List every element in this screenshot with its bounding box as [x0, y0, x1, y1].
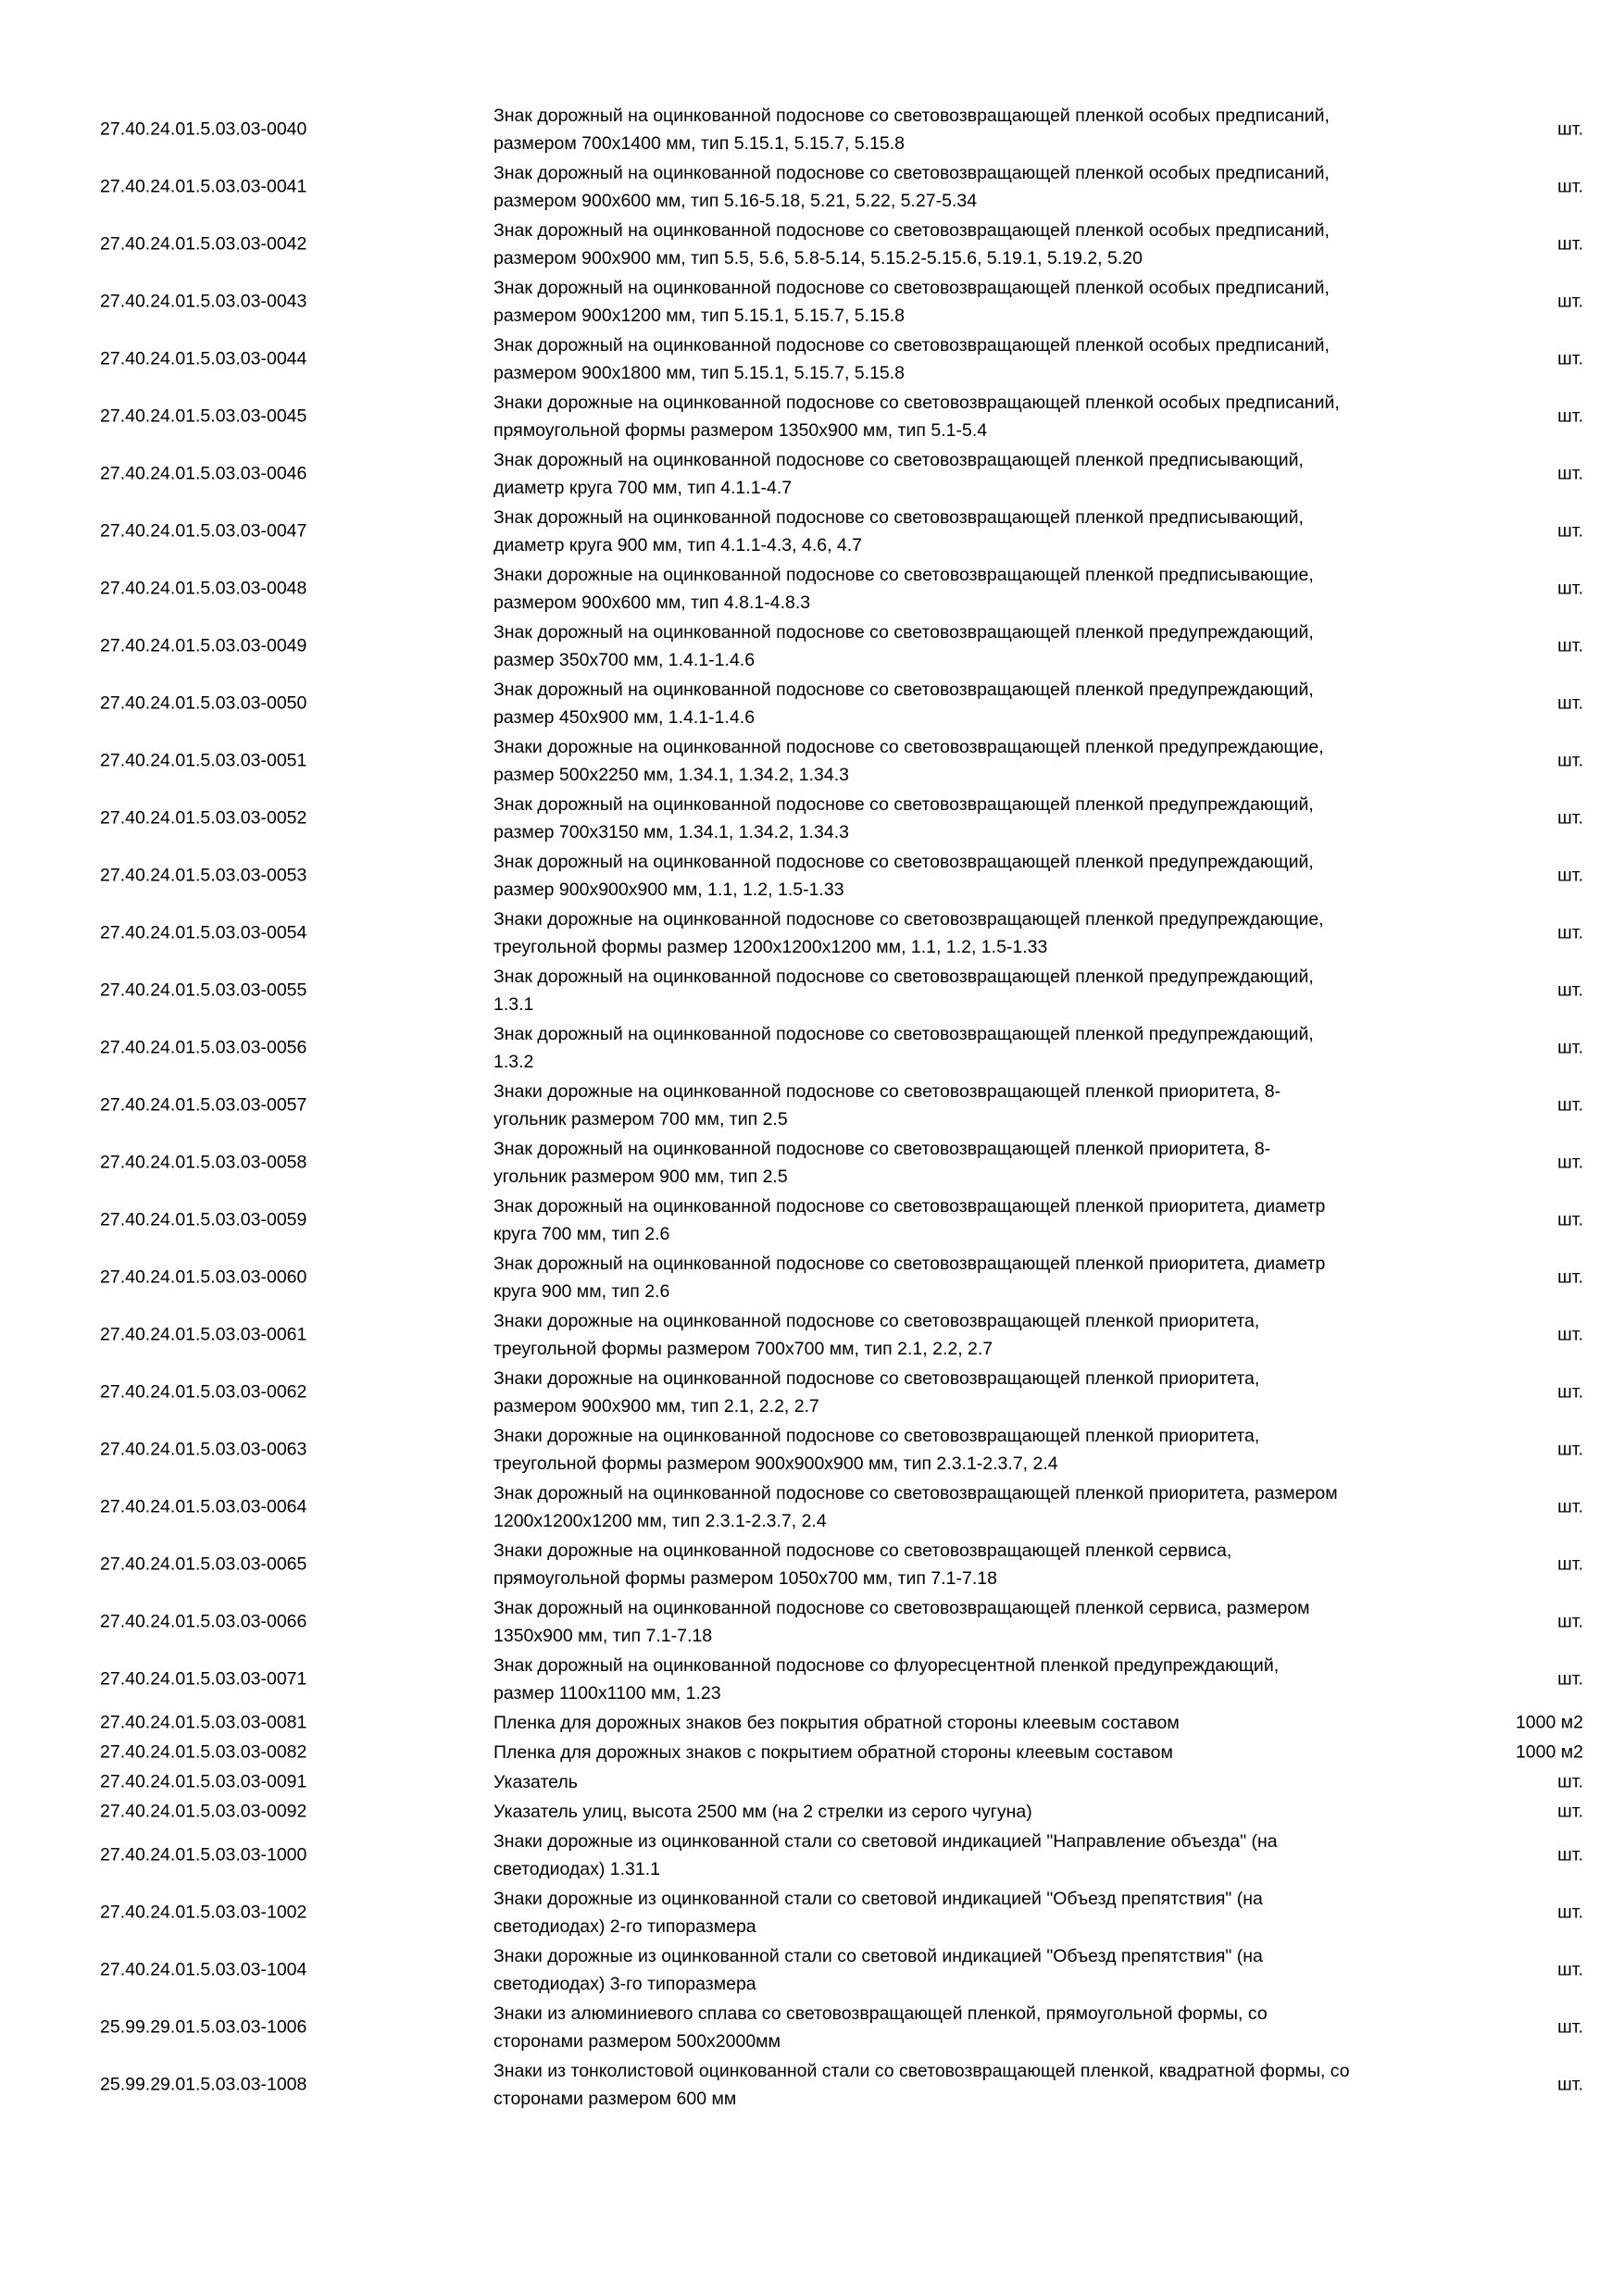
item-description	[493, 446, 1466, 502]
item-description	[493, 1479, 1466, 1535]
item-code: 27.40.24.01.5.03.03-0092	[100, 1801, 307, 1822]
item-description	[493, 1828, 1466, 1883]
description-line: 1200x1200x1200 мм, тип 2.3.1-2.3.7, 2.4	[493, 1511, 827, 1531]
item-code: 27.40.24.01.5.03.03-0071	[100, 1668, 307, 1690]
item-unit: шт.	[1557, 1668, 1583, 1690]
table-row	[0, 274, 1624, 330]
item-description	[493, 561, 1466, 617]
item-code: 27.40.24.01.5.03.03-0063	[100, 1439, 307, 1460]
table-row	[0, 2000, 1624, 2055]
description-line: размер 900x900x900 мм, 1.1, 1.2, 1.5-1.33	[493, 880, 844, 900]
item-unit: шт.	[1557, 1324, 1583, 1345]
item-unit: шт.	[1557, 2074, 1583, 2095]
item-description	[493, 2057, 1466, 2113]
description-line: Знаки дорожные на оцинкованной подоснове со световозвращающей пленкой приоритета,	[493, 1311, 1260, 1331]
item-unit: шт.	[1557, 1801, 1583, 1822]
description-line: Пленка для дорожных знаков с покрытием обратной стороны клеевым составом	[493, 1742, 1173, 1763]
description-line: Знак дорожный на оцинкованной подоснове со световозвращающей пленкой особых предписаний,	[493, 163, 1330, 183]
description-line: Знак дорожный на оцинкованной подоснове со световозвращающей пленкой особых предписаний,	[493, 220, 1330, 241]
description-line: размер 700x3150 мм, 1.34.1, 1.34.2, 1.34.3	[493, 822, 849, 842]
table-row	[0, 905, 1624, 961]
description-line: размером 900x1800 мм, тип 5.15.1, 5.15.7, 5.15.8	[493, 363, 906, 383]
description-line: размером 900x900 мм, тип 2.1, 2.2, 2.7	[493, 1396, 819, 1416]
item-description	[493, 1020, 1466, 1076]
item-description	[493, 274, 1466, 330]
description-line: Знак дорожный на оцинкованной подоснове со световозвращающей пленкой предписывающий,	[493, 507, 1304, 528]
table-row	[0, 1020, 1624, 1076]
item-unit: шт.	[1557, 1439, 1583, 1460]
description-line: размером 900x600 мм, тип 4.8.1-4.8.3	[493, 593, 811, 613]
description-line: Знак дорожный на оцинкованной подоснове со световозвращающей пленкой предупреждающий,	[493, 967, 1314, 987]
item-description	[493, 676, 1466, 731]
description-line: Знак дорожный на оцинкованной подоснове со световозвращающей пленкой особых предписаний,	[493, 106, 1330, 126]
item-description	[493, 1594, 1466, 1650]
description-line: угольник размером 900 мм, тип 2.5	[493, 1167, 788, 1187]
table-row	[0, 1135, 1624, 1191]
table-row	[0, 1422, 1624, 1478]
item-unit: шт.	[1557, 1902, 1583, 1923]
table-row	[0, 1192, 1624, 1248]
item-code: 27.40.24.01.5.03.03-0082	[100, 1741, 307, 1763]
item-code: 27.40.24.01.5.03.03-0058	[100, 1152, 307, 1173]
table-row	[0, 733, 1624, 789]
table-row	[0, 1078, 1624, 1133]
description-line: Знаки дорожные на оцинкованной подоснове со световозвращающей пленкой предписывающие,	[493, 565, 1314, 585]
item-description	[493, 1768, 1466, 1796]
item-description	[493, 1135, 1466, 1191]
description-line: размером 700x1400 мм, тип 5.15.1, 5.15.7, 5.15.8	[493, 133, 906, 154]
description-line: Знаки дорожные из оцинкованной стали со световой индикацией "Направление объезда" (на	[493, 1831, 1278, 1852]
description-line: Знак дорожный на оцинкованной подоснове со световозвращающей пленкой особых предписаний,	[493, 335, 1330, 356]
table-row	[0, 561, 1624, 617]
description-line: Знак дорожный на оцинкованной подоснове со световозвращающей пленкой предупреждающий,	[493, 1024, 1314, 1044]
item-unit: шт.	[1557, 865, 1583, 886]
description-line: размер 450x900 мм, 1.4.1-1.4.6	[493, 707, 756, 728]
item-unit: шт.	[1557, 520, 1583, 542]
item-description	[493, 1652, 1466, 1707]
description-line: треугольной формы размер 1200x1200x1200 мм, 1.1, 1.2, 1.5-1.33	[493, 937, 1048, 957]
item-unit: шт.	[1557, 233, 1583, 255]
table-row	[0, 1768, 1624, 1796]
description-line: Знак дорожный на оцинкованной подоснове со световозвращающей пленкой предписывающий,	[493, 450, 1304, 470]
item-code: 27.40.24.01.5.03.03-0065	[100, 1554, 307, 1575]
table-row	[0, 676, 1624, 731]
table-row	[0, 1885, 1624, 1940]
description-line: Знаки дорожные на оцинкованной подоснове со световозвращающей пленкой приоритета,	[493, 1426, 1260, 1446]
table-row	[0, 1798, 1624, 1826]
description-line: Знаки дорожные на оцинкованной подоснове со световозвращающей пленкой сервиса,	[493, 1541, 1232, 1561]
item-code: 27.40.24.01.5.03.03-0057	[100, 1094, 307, 1116]
item-unit: шт.	[1557, 578, 1583, 599]
description-line: сторонами размером 600 мм	[493, 2089, 737, 2109]
description-line: 1.3.2	[493, 1052, 534, 1072]
item-code: 27.40.24.01.5.03.03-1002	[100, 1902, 307, 1923]
table-row	[0, 963, 1624, 1018]
description-line: Знак дорожный на оцинкованной подоснове со световозвращающей пленкой приоритета, диаметр	[493, 1196, 1326, 1217]
item-code: 27.40.24.01.5.03.03-0044	[100, 348, 307, 369]
description-line: прямоугольной формы размером 1050x700 мм, тип 7.1-7.18	[493, 1568, 997, 1589]
item-description	[493, 1250, 1466, 1305]
item-code: 27.40.24.01.5.03.03-0056	[100, 1037, 307, 1058]
table-row	[0, 848, 1624, 904]
item-unit: 1000 м2	[1515, 1741, 1583, 1763]
item-code: 27.40.24.01.5.03.03-0049	[100, 635, 307, 656]
description-line: Знак дорожный на оцинкованной подоснове со световозвращающей пленкой сервиса, размером	[493, 1598, 1310, 1618]
table-row	[0, 102, 1624, 157]
item-unit: шт.	[1557, 635, 1583, 656]
item-description	[493, 1885, 1466, 1940]
description-line: Знаки дорожные на оцинкованной подоснове со световозвращающей пленкой приоритета, 8-	[493, 1081, 1281, 1102]
table-row	[0, 618, 1624, 674]
description-line: Знак дорожный на оцинкованной подоснове со световозвращающей пленкой приоритета, 8-	[493, 1139, 1271, 1159]
table-row	[0, 791, 1624, 846]
description-line: Знаки дорожные на оцинкованной подоснове со световозвращающей пленкой особых предписаний,	[493, 393, 1340, 413]
item-unit: шт.	[1557, 1554, 1583, 1575]
description-line: размер 350x700 мм, 1.4.1-1.4.6	[493, 650, 756, 670]
table-row	[0, 1828, 1624, 1883]
description-line: диаметр круга 900 мм, тип 4.1.1-4.3, 4.6, 4.7	[493, 535, 863, 555]
description-line: диаметр круга 700 мм, тип 4.1.1-4.7	[493, 478, 793, 498]
table-row	[0, 2057, 1624, 2113]
table-row	[0, 159, 1624, 215]
table-row	[0, 1652, 1624, 1707]
description-line: 1.3.1	[493, 994, 534, 1015]
item-description	[493, 791, 1466, 846]
item-description	[493, 1365, 1466, 1420]
item-description	[493, 504, 1466, 559]
item-description	[493, 1798, 1466, 1826]
description-line: светодиодах) 1.31.1	[493, 1859, 661, 1879]
description-line: размер 500x2250 мм, 1.34.1, 1.34.2, 1.34.3	[493, 765, 849, 785]
description-line: светодиодах) 3-го типоразмера	[493, 1974, 756, 1994]
description-line: Знак дорожный на оцинкованной подоснове со световозвращающей пленкой приоритета, диаметр	[493, 1254, 1326, 1274]
item-unit: шт.	[1557, 176, 1583, 197]
item-description	[493, 1537, 1466, 1592]
description-line: треугольной формы размером 900x900x900 мм, тип 2.3.1-2.3.7, 2.4	[493, 1454, 1058, 1474]
item-code: 27.40.24.01.5.03.03-0062	[100, 1381, 307, 1403]
item-unit: шт.	[1557, 807, 1583, 829]
item-code: 27.40.24.01.5.03.03-0041	[100, 176, 307, 197]
item-description	[493, 1307, 1466, 1363]
item-unit: шт.	[1557, 119, 1583, 140]
item-code: 27.40.24.01.5.03.03-0052	[100, 807, 307, 829]
item-unit: шт.	[1557, 406, 1583, 427]
table-row	[0, 389, 1624, 444]
description-line: Знаки из тонколистовой оцинкованной стали со световозвращающей пленкой, квадратной формы, со	[493, 2061, 1350, 2081]
item-code: 27.40.24.01.5.03.03-0060	[100, 1267, 307, 1288]
item-code: 27.40.24.01.5.03.03-0081	[100, 1712, 307, 1733]
item-unit: шт.	[1557, 1381, 1583, 1403]
table-row	[0, 331, 1624, 387]
table-row	[0, 1942, 1624, 1998]
description-line: Знак дорожный на оцинкованной подоснове со световозвращающей пленкой предупреждающий,	[493, 852, 1314, 872]
table-row	[0, 1307, 1624, 1363]
item-unit: шт.	[1557, 1267, 1583, 1288]
item-code: 27.40.24.01.5.03.03-0040	[100, 119, 307, 140]
item-unit: шт.	[1557, 463, 1583, 484]
table-row	[0, 446, 1624, 502]
description-line: прямоугольной формы размером 1350x900 мм, тип 5.1-5.4	[493, 420, 988, 441]
item-unit: шт.	[1557, 348, 1583, 369]
item-code: 27.40.24.01.5.03.03-0051	[100, 750, 307, 771]
description-line: размер 1100x1100 мм, 1.23	[493, 1683, 721, 1703]
description-line: круга 700 мм, тип 2.6	[493, 1224, 670, 1244]
item-code: 27.40.24.01.5.03.03-0053	[100, 865, 307, 886]
item-description	[493, 389, 1466, 444]
item-description	[493, 159, 1466, 215]
item-code: 27.40.24.01.5.03.03-0055	[100, 980, 307, 1001]
item-description	[493, 2000, 1466, 2055]
table-row	[0, 1709, 1624, 1737]
table-row	[0, 504, 1624, 559]
item-unit: шт.	[1557, 1959, 1583, 1980]
item-code: 27.40.24.01.5.03.03-0048	[100, 578, 307, 599]
item-code: 27.40.24.01.5.03.03-0042	[100, 233, 307, 255]
description-line: Знаки дорожные на оцинкованной подоснове со световозвращающей пленкой предупреждающие,	[493, 909, 1324, 930]
item-unit: шт.	[1557, 1611, 1583, 1632]
item-code: 27.40.24.01.5.03.03-0050	[100, 693, 307, 714]
item-code: 27.40.24.01.5.03.03-0043	[100, 291, 307, 312]
item-code: 27.40.24.01.5.03.03-1004	[100, 1959, 307, 1980]
description-line: Указатель улиц, высота 2500 мм (на 2 стрелки из серого чугуна)	[493, 1802, 1032, 1822]
item-unit: шт.	[1557, 980, 1583, 1001]
description-line: угольник размером 700 мм, тип 2.5	[493, 1109, 788, 1129]
description-line: Знаки дорожные из оцинкованной стали со световой индикацией "Объезд препятствия" (на	[493, 1946, 1263, 1966]
item-description	[493, 1942, 1466, 1998]
item-code: 27.40.24.01.5.03.03-0091	[100, 1771, 307, 1792]
description-line: Знак дорожный на оцинкованной подоснове со световозвращающей пленкой предупреждающий,	[493, 680, 1314, 700]
item-unit: шт.	[1557, 1037, 1583, 1058]
item-code: 27.40.24.01.5.03.03-0059	[100, 1209, 307, 1230]
table-row	[0, 1250, 1624, 1305]
item-description	[493, 1739, 1466, 1766]
item-code: 25.99.29.01.5.03.03-1008	[100, 2074, 307, 2095]
description-line: Знак дорожный на оцинкованной подоснове со световозвращающей пленкой предупреждающий,	[493, 794, 1314, 815]
description-line: Знаки дорожные на оцинкованной подоснове со световозвращающей пленкой приоритета,	[493, 1368, 1260, 1389]
item-unit: шт.	[1557, 1771, 1583, 1792]
item-unit: шт.	[1557, 1094, 1583, 1116]
item-code: 27.40.24.01.5.03.03-0061	[100, 1324, 307, 1345]
description-line: размером 900x900 мм, тип 5.5, 5.6, 5.8-5.14, 5.15.2-5.15.6, 5.19.1, 5.19.2, 5.20	[493, 248, 1143, 268]
item-unit: шт.	[1557, 1844, 1583, 1866]
item-description	[493, 963, 1466, 1018]
item-unit: шт.	[1557, 1496, 1583, 1517]
description-line: Знаки из алюминиевого сплава со световозвращающей пленкой, прямоугольной формы, со	[493, 2003, 1268, 2024]
item-code: 27.40.24.01.5.03.03-0054	[100, 922, 307, 943]
item-code: 25.99.29.01.5.03.03-1006	[100, 2016, 307, 2038]
item-unit: шт.	[1557, 922, 1583, 943]
item-description	[493, 331, 1466, 387]
item-unit: шт.	[1557, 1209, 1583, 1230]
description-line: Пленка для дорожных знаков без покрытия обратной стороны клеевым составом	[493, 1713, 1180, 1733]
item-code: 27.40.24.01.5.03.03-0064	[100, 1496, 307, 1517]
item-code: 27.40.24.01.5.03.03-0066	[100, 1611, 307, 1632]
item-description	[493, 1422, 1466, 1478]
item-description	[493, 1709, 1466, 1737]
item-code: 27.40.24.01.5.03.03-1000	[100, 1844, 307, 1866]
table-row	[0, 217, 1624, 272]
item-unit: 1000 м2	[1515, 1712, 1583, 1733]
description-line: Знаки дорожные из оцинкованной стали со световой индикацией "Объезд препятствия" (на	[493, 1889, 1263, 1909]
description-line: круга 900 мм, тип 2.6	[493, 1281, 670, 1302]
item-code: 27.40.24.01.5.03.03-0045	[100, 406, 307, 427]
description-line: сторонами размером 500x2000мм	[493, 2031, 781, 2052]
item-description	[493, 1078, 1466, 1133]
item-description	[493, 217, 1466, 272]
description-line: треугольной формы размером 700x700 мм, тип 2.1, 2.2, 2.7	[493, 1339, 993, 1359]
table-row	[0, 1537, 1624, 1592]
description-line: Указатель	[493, 1772, 578, 1792]
item-unit: шт.	[1557, 750, 1583, 771]
item-code: 27.40.24.01.5.03.03-0046	[100, 463, 307, 484]
item-description	[493, 733, 1466, 789]
item-description	[493, 1192, 1466, 1248]
item-description	[493, 848, 1466, 904]
item-unit: шт.	[1557, 2016, 1583, 2038]
item-unit: шт.	[1557, 693, 1583, 714]
description-line: размером 900x1200 мм, тип 5.15.1, 5.15.7, 5.15.8	[493, 306, 906, 326]
table-row	[0, 1479, 1624, 1535]
item-code: 27.40.24.01.5.03.03-0047	[100, 520, 307, 542]
table-row	[0, 1739, 1624, 1766]
description-line: Знак дорожный на оцинкованной подоснове со световозвращающей пленкой приоритета, размером	[493, 1483, 1338, 1504]
description-line: Знаки дорожные на оцинкованной подоснове со световозвращающей пленкой предупреждающие,	[493, 737, 1324, 757]
description-line: 1350x900 мм, тип 7.1-7.18	[493, 1626, 713, 1646]
item-description	[493, 618, 1466, 674]
item-unit: шт.	[1557, 291, 1583, 312]
table-row	[0, 1594, 1624, 1650]
table-row	[0, 1365, 1624, 1420]
description-line: Знак дорожный на оцинкованной подоснове со световозвращающей пленкой особых предписаний,	[493, 278, 1330, 298]
description-line: Знак дорожный на оцинкованной подоснове со световозвращающей пленкой предупреждающий,	[493, 622, 1314, 643]
item-unit: шт.	[1557, 1152, 1583, 1173]
description-line: Знак дорожный на оцинкованной подоснове со флуоресцентной пленкой предупреждающий,	[493, 1655, 1280, 1676]
item-description	[493, 905, 1466, 961]
description-line: светодиодах) 2-го типоразмера	[493, 1916, 756, 1937]
description-line: размером 900x600 мм, тип 5.16-5.18, 5.21, 5.22, 5.27-5.34	[493, 191, 978, 211]
item-description	[493, 102, 1466, 157]
